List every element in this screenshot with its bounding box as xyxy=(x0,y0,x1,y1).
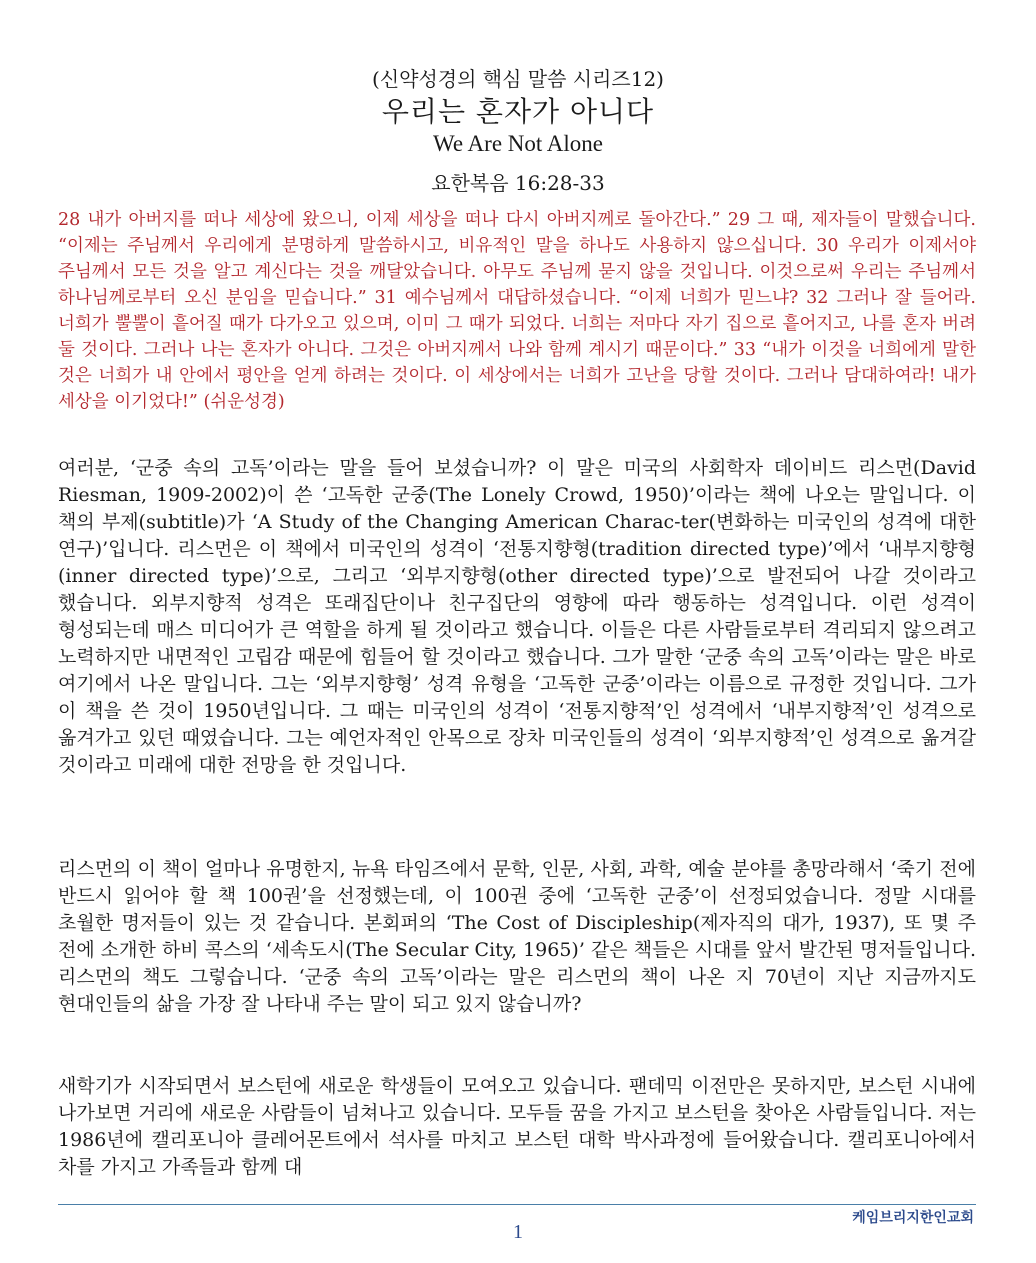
sermon-title-korean: 우리는 혼자가 아니다 xyxy=(381,95,655,128)
page-number: 1 xyxy=(513,1221,523,1243)
footer-divider xyxy=(58,1204,976,1205)
series-title: (신약성경의 핵심 말씀 시리즈12) xyxy=(372,67,664,91)
scripture-reference: 요한복음 16:28-33 xyxy=(431,171,605,195)
body-paragraph-3: 새학기가 시작되면서 보스턴에 새로운 학생들이 모여오고 있습니다. 팬데믹 이전만은 못하지만, 보스턴 시내에 나가보면 거리에 새로운 사람들이 넘쳐나고 있습니다. 모두들 꿈을 가지고 보스턴을 찾아온 사람들입니다. 저는 1986년에 캘리포니아 클레어몬트에서 석사를 마치고 보스턴 대학 박사과정에 들어왔습니다. 캘리포니아에서 차를 가지고 가족들과 함께 대 xyxy=(58,1075,976,1178)
body-paragraph-1: 여러분, ‘군중 속의 고독’이라는 말을 들어 보셨습니까? 이 말은 미국의 사회학자 데이비드 리스먼(David Riesman, 1909-2002)이 쓴 ‘고독한 군중(The Lonely Crowd, 1950)’이라는 책에 나오는 말입니다. 이 책의 부제(subtitle)가 ‘A Study of the Changing American Charac-ter(변화하는 미국인의 성격에 대한 연구)’입니다. 리스먼은 이 책에서 미국인의 성격이 ‘전통지향형(tradition directed type)’에서 ‘내부지향형(inner directed type)’으로, 그리고 ‘외부지향형(other directed type)’으로 발전되어 나갈 것이라고 했습니다. 외부지향적 성격은 또래집단이나 친구집단의 영향에 따라 행동하는 성격입니다. 이런 성격이 형성되는데 매스 미디어가 큰 역할을 하게 될 것이라고 했습니다. 이들은 다른 사람들로부터 격리되지 않으려고 노력하지만 내면적인 고립감 때문에 힘들어 할 것이라고 했습니다. 그가 말한 ‘군중 속의 고독’이라는 말은 바로 여기에서 나온 말입니다. 그는 ‘외부지향형’ 성격 유형을 ‘고독한 군중’이라는 이름으로 규정한 것입니다. 그가 이 책을 쓴 것이 1950년입니다. 그 때는 미국인의 성격이 ‘전통지향적’인 성격에서 ‘내부지향적’인 성격으로 옮겨가고 있던 때였습니다. 그는 예언자적인 안목으로 장차 미국인들의 성격이 ‘외부지향적’인 성격으로 옮겨갈 것이라고 미래에 대한 전망을 한 것입니다. xyxy=(58,457,976,776)
church-name: 케임브리지한인교회 xyxy=(852,1210,974,1226)
sermon-title-english: We Are Not Alone xyxy=(433,131,603,156)
scripture-passage: 28 내가 아버지를 떠나 세상에 왔으니, 이제 세상을 떠나 다시 아버지께로 돌아간다.” 29 그 때, 제자들이 말했습니다. “이제는 주님께서 우리에게 분명하게 말씀하시고, 비유적인 말을 하나도 사용하지 않으십니다. 30 우리가 이제서야 주님께서 모든 것을 알고 계신다는 것을 깨달았습니다. 아무도 주님께 묻지 않을 것입니다. 이것으로써 우리는 주님께서 하나님께로부터 오신 분임을 믿습니다.” 31 예수님께서 대답하셨습니다. “이제 너희가 믿느냐? 32 그러나 잘 들어라. 너희가 뿔뿔이 흩어질 때가 다가오고 있으며, 이미 그 때가 되었다. 너희는 저마다 자기 집으로 흩어지고, 나를 혼자 버려 둘 것이다. 그러나 나는 혼자가 아니다. 그것은 아버지께서 나와 함께 계시기 때문이다.” 33 “내가 이것을 너희에게 말한 것은 너희가 내 안에서 평안을 얻게 하려는 것이다. 이 세상에서는 너희가 고난을 당할 것이다. 그러나 담대하여라! 내가 세상을 이기었다!” (쉬운성경) xyxy=(58,210,976,412)
body-paragraph-2: 리스먼의 이 책이 얼마나 유명한지, 뉴욕 타임즈에서 문학, 인문, 사회, 과학, 예술 분야를 총망라해서 ‘죽기 전에 반드시 읽어야 할 책 100권’을 선정했는데, 이 100권 중에 ‘고독한 군중’이 선정되었습니다. 정말 시대를 초월한 명저들이 있는 것 같습니다. 본회퍼의 ‘The Cost of Discipleship(제자직의 대가, 1937), 또 몇 주 전에 소개한 하비 콕스의 ‘세속도시(The Secular City, 1965)’ 같은 책들은 시대를 앞서 발간된 명저들입니다. 리스먼의 책도 그렇습니다. ‘군중 속의 고독’이라는 말은 리스먼의 책이 나온 지 70년이 지난 지금까지도 현대인들의 삶을 가장 잘 나타내 주는 말이 되고 있지 않습니까? xyxy=(58,858,976,1015)
